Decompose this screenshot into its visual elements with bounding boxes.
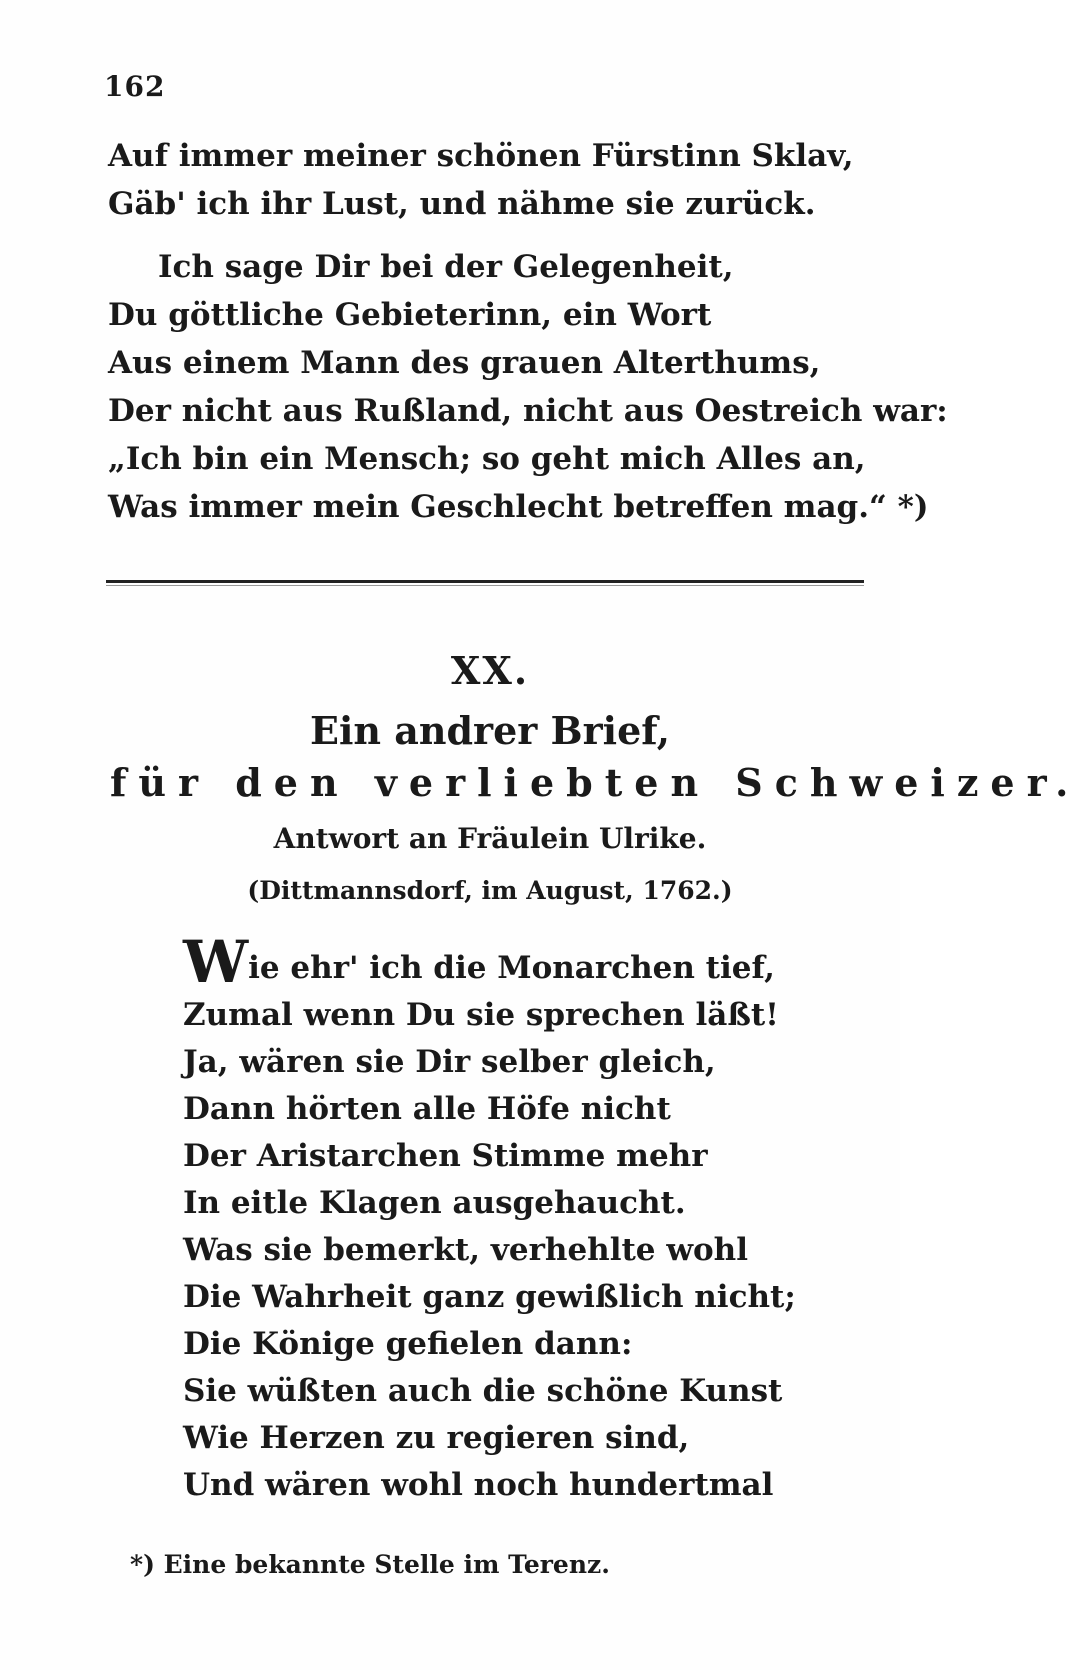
section-title: Ein andrer Brief,: [309, 708, 671, 753]
poem-line: Ja, wären sie Dir selber gleich,: [183, 1044, 716, 1080]
poem-line: In eitle Klagen ausgehaucht.: [183, 1185, 686, 1221]
drop-cap: W: [183, 928, 249, 996]
poem-line: Was sie bemerkt, verhehlte wohl: [183, 1232, 748, 1268]
verse-line: Du göttliche Gebieterinn, ein Wort: [108, 297, 712, 333]
poem-first-line-text: ie ehr' ich die Monarchen tief,: [248, 950, 775, 986]
verse-line: Ich sage Dir bei der Gelegenheit,: [158, 249, 734, 285]
verse-line: Auf immer meiner schönen Fürstinn Sklav,: [108, 138, 854, 174]
verse-line: „Ich bin ein Mensch; so geht mich Alles an,: [108, 441, 866, 477]
verse-line: Aus einem Mann des grauen Alterthums,: [108, 345, 821, 381]
poem-line: Die Wahrheit ganz gewißlich nicht;: [183, 1279, 796, 1315]
page-number: 162: [104, 70, 166, 103]
verse-continuation: [108, 132, 854, 228]
poem-line: Sie wüßten auch die schöne Kunst: [183, 1373, 783, 1409]
poem-line: Und wären wohl noch hundertmal: [183, 1467, 774, 1503]
poem-line: Wie Herzen zu regieren sind,: [183, 1420, 690, 1456]
footnote: *) Eine bekannte Stelle im Terenz.: [130, 1550, 610, 1579]
section-number: XX.: [450, 648, 530, 693]
verse-line: Der nicht aus Rußland, nicht aus Oestreich war:: [108, 393, 948, 429]
section-title-continued: für den verliebten Schweizer.: [110, 760, 1080, 805]
verse-line: Gäb' ich ihr Lust, und nähme sie zurück.: [108, 186, 816, 222]
section-subtitle: Antwort an Fräulein Ulrike.: [273, 822, 707, 855]
verse-stanza: [108, 243, 948, 531]
poem-line: Der Aristarchen Stimme mehr: [183, 1138, 708, 1174]
poem-line: Dann hörten alle Höfe nicht: [183, 1091, 671, 1127]
poem: [183, 928, 796, 1509]
verse-line: Was immer mein Geschlecht betreffen mag.“ *): [108, 489, 929, 525]
section-dateline: (Dittmannsdorf, im August, 1762.): [247, 876, 733, 905]
poem-line: Die Könige gefielen dann:: [183, 1326, 633, 1362]
poem-line: Zumal wenn Du sie sprechen läßt!: [183, 997, 779, 1033]
poem-first-line: [183, 928, 796, 996]
section-divider: [106, 580, 864, 583]
